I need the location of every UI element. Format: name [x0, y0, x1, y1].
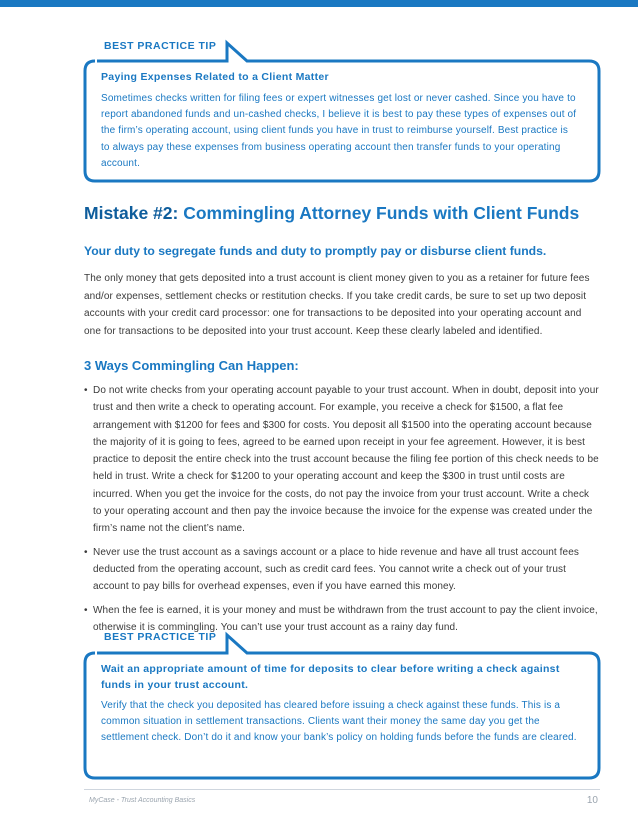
page-number: 10 — [586, 795, 598, 806]
tip-label: BEST PRACTICE TIP — [104, 631, 217, 643]
section-heading-text: Commingling Attorney Funds with Client Funds — [183, 203, 580, 223]
tip-body: Sometimes checks written for filing fees or expert witnesses get lost or never cashed. Since you have to report abandoned funds and un-cashed checks, I believe it is best to pay these types of expenses out of the firm’s operating account, using client funds you have in trust to reimburse yourself. Best practice is to always pay these expenses from business operating account then transfer funds to your operating account. — [101, 93, 577, 169]
bullet-icon: • — [84, 604, 88, 616]
footer-title: MyCase - Trust Accounting Basics — [89, 797, 196, 804]
list-item: • Never use the trust account as a savings account or a place to hide revenue and have all trust account fees deducted from the operating account, such as credit card fees. You cannot write a check out of your trust account to pay bills for overhead expenses, even if you have earned this money. — [84, 544, 600, 596]
intro-paragraph: The only money that gets deposited into a trust account is client money given to you as a retainer for future fees and/or expenses, settlement checks or restitution checks. If you take credit cards, be sure to set up two deposit accounts with your credit card processor: one for transactions to be deposited into your operating account and one for transactions to be deposited into your trust account. Keep these clearly labeled and identified. — [84, 273, 590, 337]
tip-label: BEST PRACTICE TIP — [104, 40, 217, 52]
bullet-icon: • — [84, 546, 88, 558]
tip-title: Paying Expenses Related to a Client Matter — [101, 71, 329, 83]
list-item: • Do not write checks from your operating account payable to your trust account. When in doubt, deposit into your trust and then write a check to operating account. For example, you receive a check for $1500, a flat fee arrangement with $1200 for fees and $300 for costs. You deposit all $1500 into the operating account because the majority of it is going to fees, agreed to be earned upon receipt in your fee agreement. However, it is best practice to deposit the entire check into the trust account because the filing fee portion of this check needs to be held in trust. Write a check for $1200 to your operating account and keep the $300 in trust until costs are incurred. When you get the invoice for the costs, do not pay the invoice from your trust account. Write a check to your operating account and then pay the invoice because the invoice for the expense was created under the firm’s name not the client’s name. — [84, 382, 600, 538]
section-heading-number: Mistake #2: — [84, 203, 179, 223]
bullet-list — [84, 382, 600, 642]
bullet-icon: • — [84, 385, 88, 396]
tip-title: Wait an appropriate amount of time for deposits to clear before writing a check against funds in your trust account. — [101, 663, 560, 691]
tip-body: Verify that the check you deposited has cleared before issuing a check against these funds. This is a common situation in settlement transactions. Clients want their money the same day you get the settlement check. Don’t do it and know your bank’s policy on holding funds before the funds are cleared. — [101, 700, 577, 744]
section-subheading: Your duty to segregate funds and duty to promptly pay or disburse client funds. — [84, 244, 547, 258]
ways-heading: 3 Ways Commingling Can Happen: — [84, 358, 299, 373]
list-item: • When the fee is earned, it is your money and must be withdrawn from the trust account to pay the client invoice, otherwise it is commingling. You can’t use your trust account as a rainy day fund. — [84, 602, 600, 637]
footer-divider — [84, 789, 600, 790]
top-accent-bar — [0, 0, 638, 7]
section-heading — [84, 203, 604, 224]
